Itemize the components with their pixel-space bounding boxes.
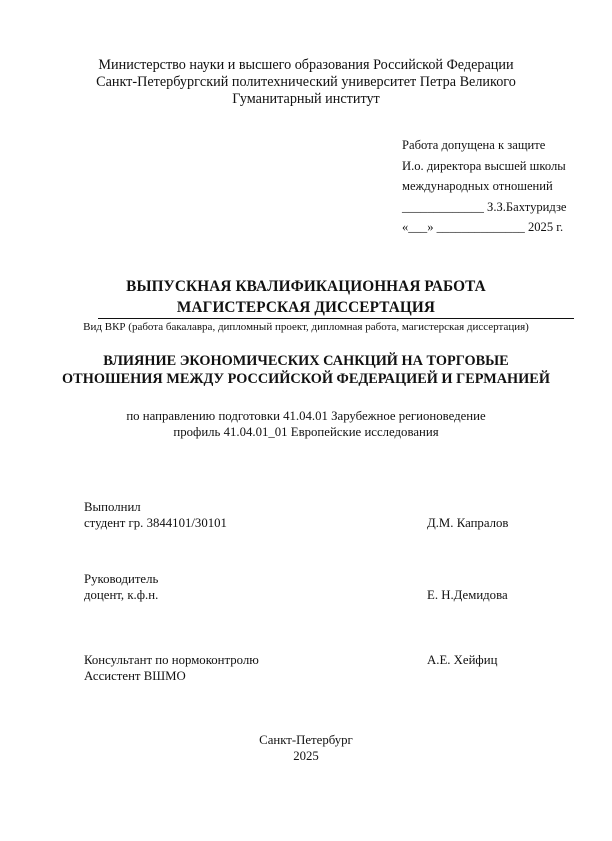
thesis-topic [0,352,612,388]
approval-department: международных отношений [402,179,553,193]
university-line: Санкт-Петербургский политехнический университет Петра Великого [96,74,516,90]
profile-line: профиль 41.04.01_01 Европейские исследования [173,425,439,439]
approval-date: «___» ______________ 2025 г. [402,220,564,234]
student-role: Выполнил [84,500,141,514]
work-title [0,276,612,318]
approval-line: Работа допущена к защите [402,138,546,152]
supervisor-name: Е. Н.Демидова [427,588,508,602]
title-underline [98,318,574,319]
institution-header [0,57,612,108]
supervisor-role: Руководитель [84,572,159,586]
footer [0,732,612,764]
consultant-role: Консультант по нормоконтролю [84,653,259,667]
consultant-position: Ассистент ВШМО [84,669,186,683]
institute-line: Гуманитарный институт [232,91,380,107]
work-subtype: МАГИСТЕРСКАЯ ДИССЕРТАЦИЯ [176,299,436,316]
student-position: студент гр. 3844101/30101 [84,516,227,530]
city: Санкт-Петербург [259,733,353,747]
year: 2025 [293,749,319,763]
approval-position: И.о. директора высшей школы [402,158,566,173]
supervisor-position: доцент, к.ф.н. [84,588,159,602]
approval-block [402,135,567,238]
student-name: Д.М. Капралов [427,516,509,530]
topic-line: ВЛИЯНИЕ ЭКОНОМИЧЕСКИХ САНКЦИЙ НА ТОРГОВЫЕ [103,353,509,369]
ministry-line: Министерство науки и высшего образования Российской Федерации [98,57,514,73]
work-type: ВЫПУСКНАЯ КВАЛИФИКАЦИОННАЯ РАБОТА [126,278,486,295]
work-type-note: Вид ВКР (работа бакалавра, дипломный проект, дипломная работа, магистерская диссертация) [83,321,529,333]
study-direction [0,408,612,440]
topic-line: ОТНОШЕНИЯ МЕЖДУ РОССИЙСКОЙ ФЕДЕРАЦИЕЙ И ГЕРМАНИЕЙ [62,371,550,387]
consultant-name: А.Е. Хейфиц [427,653,498,667]
approval-signature: _____________ З.З.Бахтуридзе [402,199,567,214]
direction-line: по направлению подготовки 41.04.01 Зарубежное регионоведение [126,409,486,423]
